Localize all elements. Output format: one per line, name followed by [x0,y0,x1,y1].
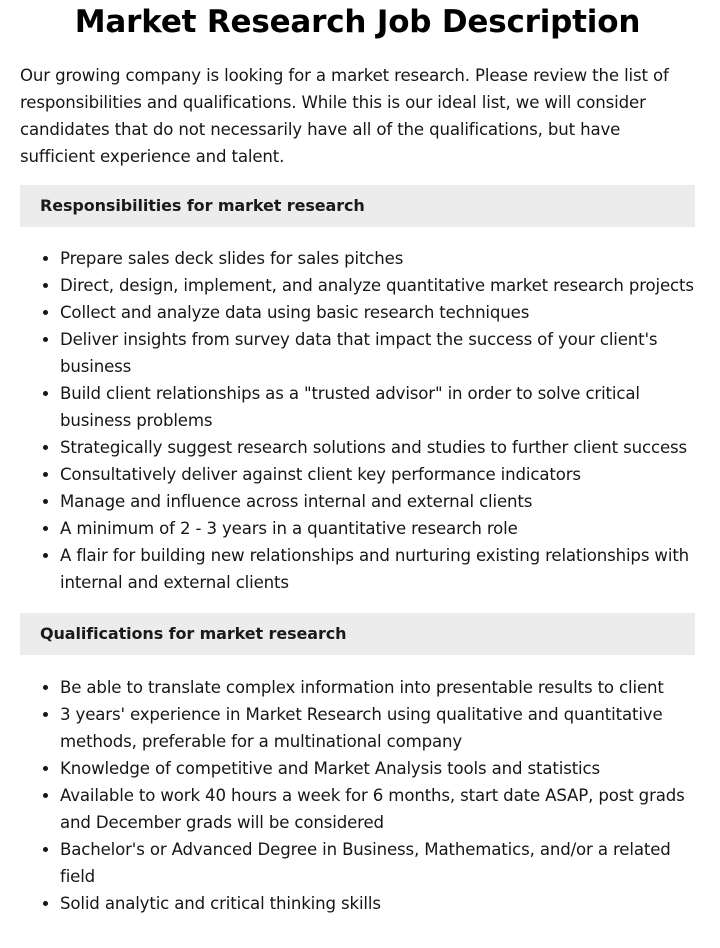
responsibilities-list [20,245,695,596]
list-item: Bachelor's or Advanced Degree in Business, Mathematics, and/or a related field [60,836,695,890]
list-item: 3 years' experience in Market Research using qualitative and quantitative methods, preferable for a multinational company [60,701,695,755]
list-item: Knowledge of competitive and Market Analysis tools and statistics [60,755,695,782]
list-item: Deliver insights from survey data that impact the success of your client's business [60,326,695,380]
list-item: A minimum of 2 - 3 years in a quantitative research role [60,515,695,542]
list-item: Consultatively deliver against client key performance indicators [60,461,695,488]
list-item: A flair for building new relationships and nurturing existing relationships with internal and external clients [60,542,695,596]
qualifications-heading: Qualifications for market research [20,613,695,655]
list-item: Build client relationships as a "trusted advisor" in order to solve critical business problems [60,380,695,434]
list-item: Direct, design, implement, and analyze quantitative market research projects [60,272,695,299]
responsibilities-heading: Responsibilities for market research [20,185,695,227]
list-item: Collect and analyze data using basic research techniques [60,299,695,326]
page-title: Market Research Job Description [74,4,641,40]
qualifications-list [20,674,695,917]
intro-paragraph: Our growing company is looking for a market research. Please review the list of responsibilities and qualifications. While this is our ideal list, we will consider candidates that do not necessarily have all of the qualifications, but have sufficient experience and talent. [20,66,669,166]
list-item: Manage and influence across internal and external clients [60,488,695,515]
list-item: Prepare sales deck slides for sales pitches [60,245,695,272]
list-item: Solid analytic and critical thinking skills [60,890,695,917]
list-item: Be able to translate complex information into presentable results to client [60,674,695,701]
list-item: Available to work 40 hours a week for 6 months, start date ASAP, post grads and December grads will be considered [60,782,695,836]
list-item: Strategically suggest research solutions and studies to further client success [60,434,695,461]
